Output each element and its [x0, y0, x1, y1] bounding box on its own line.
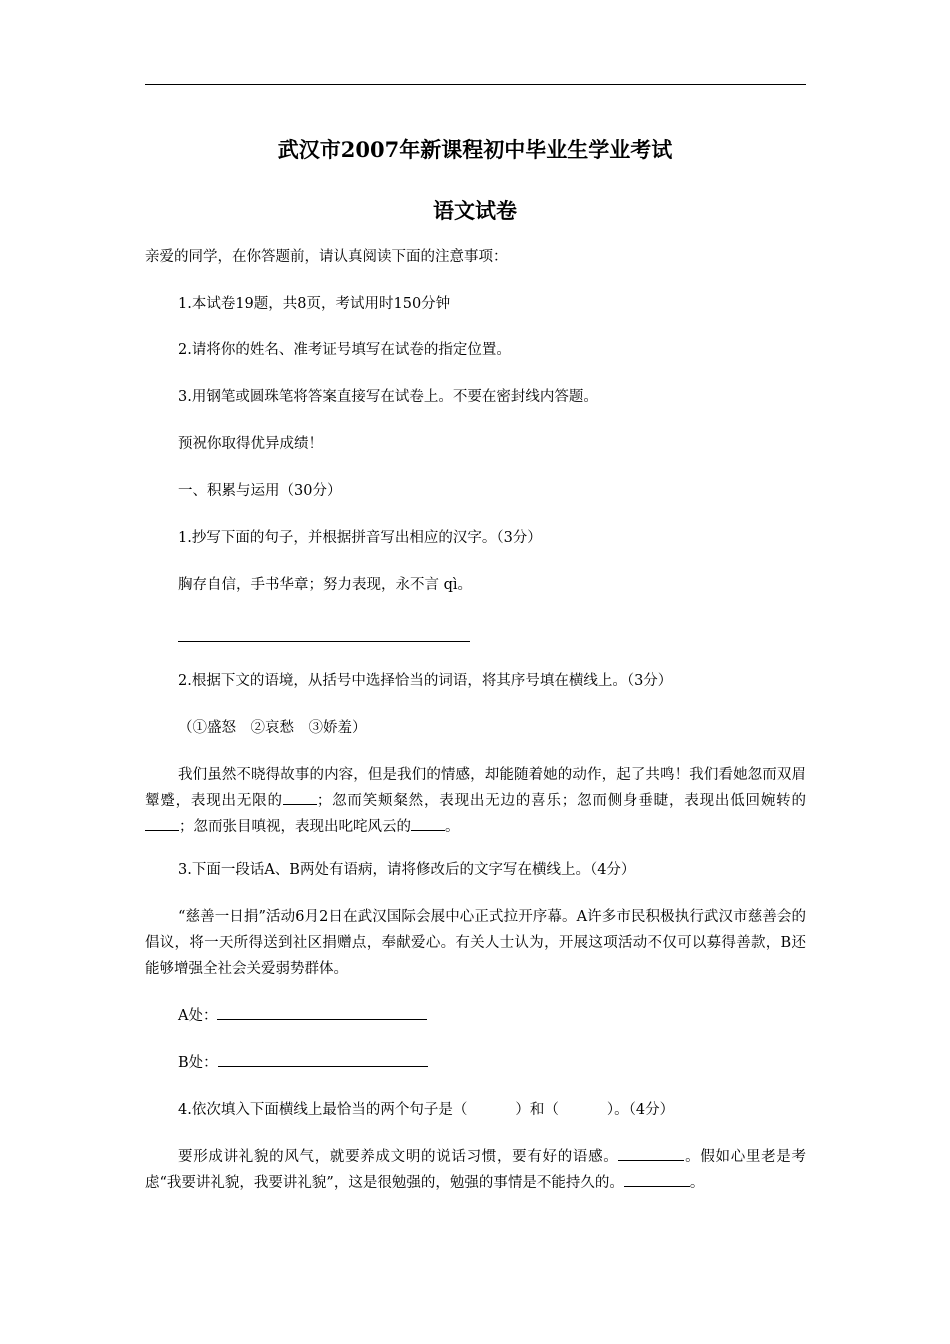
notice-item-3: 3.用钢笔或圆珠笔将答案直接写在试卷上。不要在密封线内答题。 — [178, 389, 598, 405]
q3-blank-a[interactable] — [217, 1003, 427, 1020]
exam-title: 武汉市2007年新课程初中毕业生学业考试 — [277, 137, 673, 162]
q2-blank-2[interactable] — [145, 814, 179, 831]
exam-subtitle: 语文试卷 — [433, 198, 517, 223]
q4-passage: 要形成讲礼貌的风气，就要养成文明的说话习惯，要有好的语感。 。假如心里老是考虑“我要讲礼貌，我要讲礼貌”，这是很勉强的，勉强的事情是不能持久的。 。 — [145, 1144, 806, 1196]
q2-passage: 我们虽然不晓得故事的内容，但是我们的情感，却能随着她的动作，起了共鸣！我们看她忽而双眉颦蹙，表现出无限的 ；忽而笑颊粲然，表现出无边的喜乐；忽而侧身垂睫，表现出低回婉转的；忽而张目嗔视，表现出叱咤风云的 。 — [145, 767, 806, 835]
q3-answer-a: A处： — [145, 1003, 806, 1029]
q3-passage: “慈善一日捐”活动6月2日在武汉国际会展中心正式拉开序幕。A许多市民积极执行武汉市慈善会的倡议，将一天所得送到社区捐赠点，奉献爱心。有关人士认为，开展这项活动不仅可以募得善款，B还能够增强全社会关爱弱势群体。 — [145, 909, 806, 977]
q1-sentence: 胸存自信，手书华章；努力表现，永不言 qì。 — [178, 577, 473, 593]
q2-blank-1[interactable] — [283, 788, 317, 805]
q1-prompt: 1.抄写下面的句子，并根据拼音写出相应的汉字。（3分） — [178, 530, 542, 546]
q1-answer-line[interactable] — [178, 641, 470, 642]
q2-prompt: 2.根据下文的语境，从括号中选择恰当的词语，将其序号填在横线上。（3分） — [178, 673, 673, 689]
header-rule — [145, 84, 806, 85]
notice-intro: 亲爱的同学，在你答题前，请认真阅读下面的注意事项： — [145, 249, 508, 265]
q2-options: （①盛怒 ②哀愁 ③娇羞） — [178, 720, 367, 736]
q4-blank-1[interactable] — [618, 1144, 684, 1161]
q3-prompt: 3.下面一段话A、B两处有语病，请将修改后的文字写在横线上。（4分） — [178, 862, 636, 878]
section-heading: 一、积累与运用（30分） — [178, 483, 342, 499]
notice-wish: 预祝你取得优异成绩！ — [178, 436, 323, 452]
notice-item-2: 2.请将你的姓名、准考证号填写在试卷的指定位置。 — [178, 342, 511, 358]
q3-blank-b[interactable] — [218, 1050, 428, 1067]
q4-prompt: 4.依次填入下面横线上最恰当的两个句子是（ ）和（ ）。（4分） — [178, 1102, 675, 1118]
notice-item-1: 1.本试卷19题，共8页，考试用时150分钟 — [178, 296, 451, 312]
q4-blank-2[interactable] — [624, 1170, 690, 1187]
q2-blank-3[interactable] — [411, 814, 445, 831]
q3-answer-b: B处： — [145, 1050, 806, 1076]
